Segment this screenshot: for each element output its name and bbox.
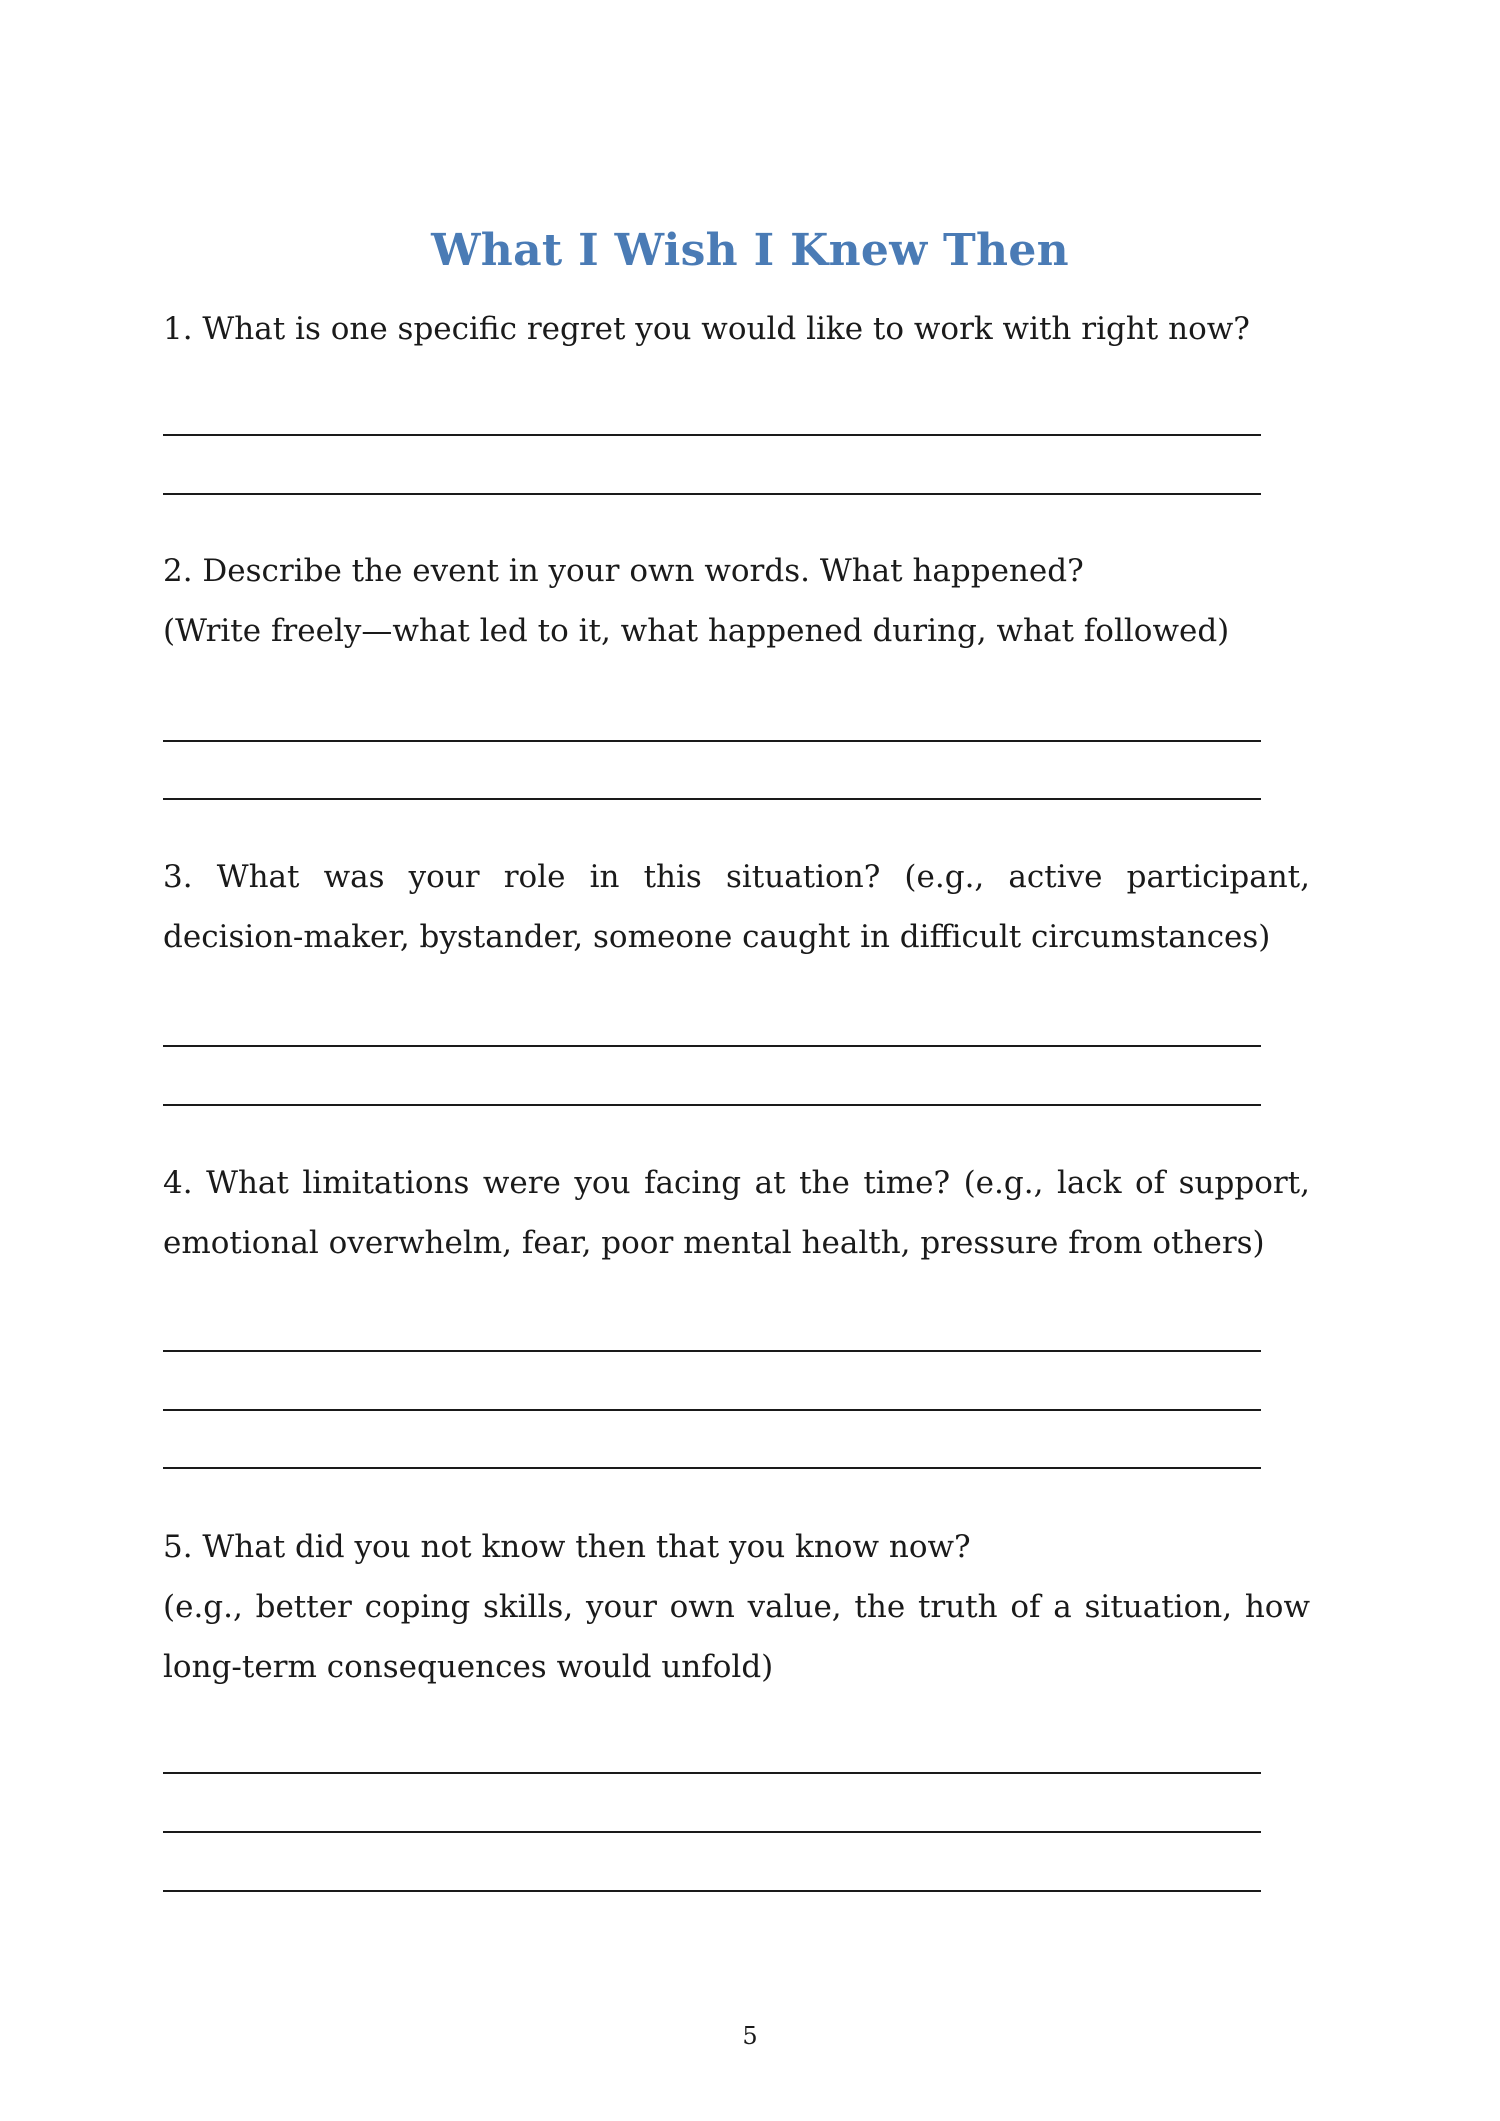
answer-line[interactable] [163,434,1261,436]
question-5-hint: (e.g., better coping skills, your own value, the truth of a situation, how long-term consequences would unfold) [163,1589,1310,1685]
answer-line[interactable] [163,1409,1261,1411]
question-2 [163,541,1310,661]
question-2-hint: (Write freely—what led to it, what happened during, what followed) [163,613,1230,649]
answer-line[interactable] [163,1772,1261,1774]
answer-line[interactable] [163,1467,1261,1469]
question-2-text: 2. Describe the event in your own words. What happened? [163,553,1084,589]
question-3-text: 3. What was your role in this situation? (e.g., active participant, decision-maker, bystander, someone caught in difficult circumstances) [163,859,1310,955]
question-4 [163,1153,1310,1273]
answer-line[interactable] [163,1104,1261,1106]
answer-line[interactable] [163,1890,1261,1892]
question-1 [163,299,1310,359]
answer-line[interactable] [163,1831,1261,1833]
question-3 [163,847,1310,967]
question-5 [163,1517,1310,1697]
answer-line[interactable] [163,740,1261,742]
page-title: What I Wish I Knew Then [431,225,1069,277]
question-1-text: 1. What is one specific regret you would like to work with right now? [163,311,1250,347]
answer-line[interactable] [163,1045,1261,1047]
answer-line[interactable] [163,798,1261,800]
page-number: 5 [742,2022,758,2050]
answer-line[interactable] [163,1350,1261,1352]
question-5-text: 5. What did you not know then that you know now? [163,1529,971,1565]
question-4-text: 4. What limitations were you facing at the time? (e.g., lack of support, emotional overwhelm, fear, poor mental health, pressure from others) [163,1165,1310,1261]
answer-line[interactable] [163,493,1261,495]
